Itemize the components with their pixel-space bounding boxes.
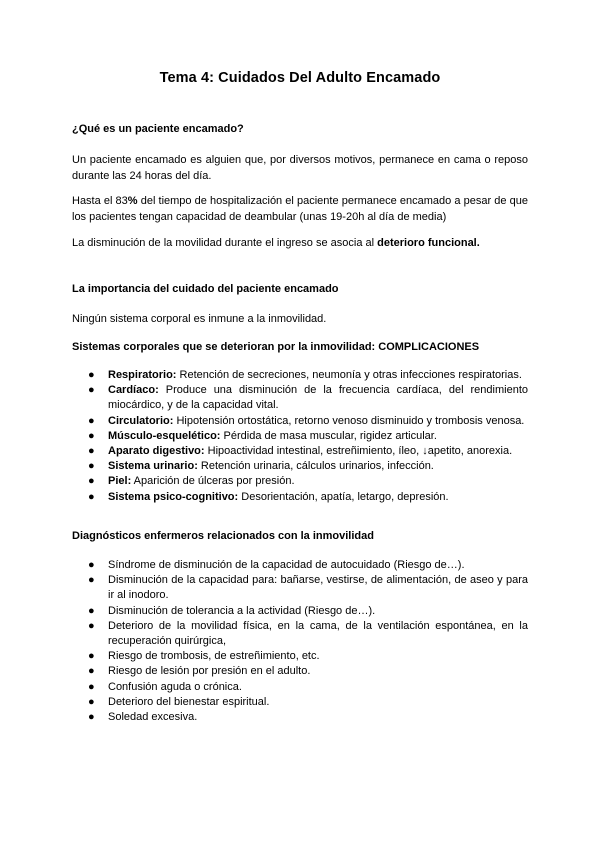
diagnoses-list: [72, 558, 528, 725]
bullet-icon: ●: [88, 460, 95, 473]
list-item: [72, 414, 528, 429]
hospitalization-text-start: Hasta el 83: [72, 195, 128, 207]
page-title: Tema 4: Cuidados Del Adulto Encamado: [159, 70, 441, 86]
list-item: [72, 368, 528, 383]
list-item: [72, 490, 528, 505]
paragraph-no-system-immune: Ningún sistema corporal es inmune a la inmovilidad.: [72, 313, 327, 325]
item-text: Síndrome de disminución de la capacidad de autocuidado (Riesgo de…).: [108, 559, 465, 571]
list-item: [72, 383, 528, 413]
item-text: Retención urinaria, cálculos urinarios, infección.: [197, 460, 434, 473]
list-item: [72, 604, 528, 619]
item-text: Confusión aguda o crónica.: [108, 680, 242, 693]
list-item: [72, 558, 528, 573]
item-text: Retención de secreciones, neumonía y otras infecciones respiratorias.: [176, 369, 522, 381]
item-text: Soledad excesiva.: [108, 711, 198, 724]
list-item: [72, 664, 528, 679]
bullet-icon: ●: [88, 490, 95, 503]
hospitalization-percent: %: [127, 195, 138, 207]
item-label: Sistema urinario:: [108, 460, 198, 473]
section-heading-complications: Sistemas corporales que se deterioran por la inmovilidad: COMPLICACIONES: [72, 341, 480, 353]
bullet-icon: ●: [88, 695, 95, 708]
bullet-icon: ●: [88, 604, 95, 617]
section-heading-importance: La importancia del cuidado del paciente encamado: [72, 283, 339, 295]
list-item: [72, 429, 528, 444]
item-text: Aparición de úlceras por presión.: [131, 475, 295, 488]
item-label: Aparato digestivo:: [108, 445, 205, 458]
item-label: Piel:: [108, 475, 132, 488]
list-item: [72, 695, 528, 710]
functional-deterioration: deterioro funcional.: [377, 237, 480, 249]
list-item: [72, 474, 528, 489]
bullet-icon: ●: [88, 619, 95, 632]
bullet-icon: ●: [88, 680, 95, 693]
paragraph-mobility: [72, 236, 528, 252]
bullet-icon: ●: [88, 429, 95, 442]
item-label: Respiratorio:: [108, 369, 177, 381]
item-text: Disminución de la capacidad para: bañarse, vestirse, de alimentación, de aseo y para ir al inodoro.: [108, 574, 528, 602]
item-text: Hipoactividad intestinal, estreñimiento, íleo, ↓apetito, anorexia.: [204, 445, 513, 458]
item-label: Cardíaco:: [108, 384, 159, 397]
bullet-icon: ●: [88, 475, 95, 488]
bullet-icon: ●: [88, 665, 95, 678]
list-item: [72, 710, 528, 725]
bullet-icon: ●: [88, 559, 95, 571]
item-label: Músculo-esquelético:: [108, 429, 221, 442]
list-item: [72, 444, 528, 459]
bullet-icon: ●: [88, 369, 95, 381]
paragraph-hospitalization: [72, 194, 528, 225]
bullet-icon: ●: [88, 574, 95, 587]
item-text: Disminución de tolerancia a la actividad (Riesgo de…).: [108, 604, 376, 617]
complications-list: [72, 368, 528, 505]
item-text: Deterioro del bienestar espiritual.: [108, 695, 270, 708]
bullet-icon: ●: [88, 650, 95, 663]
hospitalization-text-end: del tiempo de hospitalización el paciente permanece encamado a pesar de que los pacientes tengan capacidad de deambular (unas 19-20h al día de media): [72, 195, 528, 223]
item-label: Sistema psico-cognitivo:: [108, 490, 239, 503]
item-label: Circulatorio:: [108, 414, 174, 427]
list-item: [72, 649, 528, 664]
item-text: Desorientación, apatía, letargo, depresión.: [238, 490, 449, 503]
mobility-text: La disminución de la movilidad durante el ingreso se asocia al: [72, 237, 378, 249]
item-text: Deterioro de la movilidad física, en la cama, de la ventilación espontánea, en la recuperación quirúrgica,: [108, 619, 528, 648]
section-heading-diagnoses: Diagnósticos enfermeros relacionados con la inmovilidad: [72, 530, 374, 542]
bullet-icon: ●: [88, 711, 95, 724]
bullet-icon: ●: [88, 445, 95, 458]
bullet-icon: ●: [88, 384, 95, 397]
bullet-icon: ●: [88, 414, 95, 427]
item-text: Pérdida de masa muscular, rigidez articular.: [220, 429, 437, 442]
paragraph-definition: Un paciente encamado es alguien que, por diversos motivos, permanece en cama o reposo durante las 24 horas del día.: [72, 154, 528, 182]
item-text: Riesgo de trombosis, de estreñimiento, etc.: [108, 650, 320, 663]
item-text: Produce una disminución de la frecuencia cardíaca, del rendimiento miocárdico, y de la capacidad vital.: [108, 384, 528, 412]
list-item: [72, 459, 528, 474]
list-item: [72, 680, 528, 695]
list-item: [72, 573, 528, 603]
list-item: [72, 619, 528, 649]
section-heading-what-is: ¿Qué es un paciente encamado?: [72, 123, 244, 135]
item-text: Riesgo de lesión por presión en el adulto.: [108, 665, 311, 678]
item-text: Hipotensión ortostática, retorno venoso disminuido y trombosis venosa.: [173, 414, 525, 427]
